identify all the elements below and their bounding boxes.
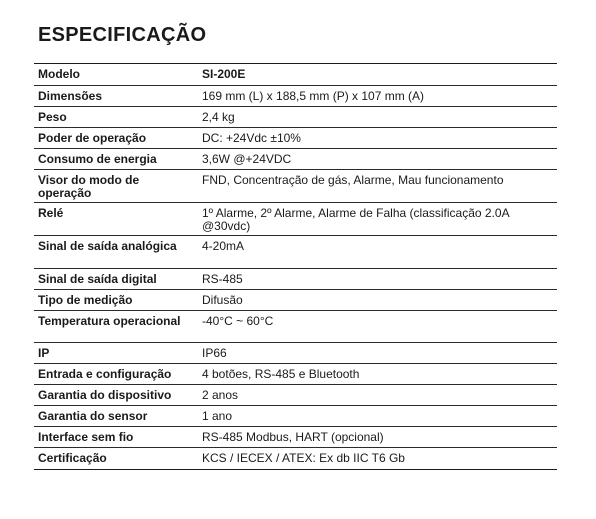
row-value: 3,6W @+24VDC	[196, 149, 557, 170]
row-value: -40°C ~ 60°C	[196, 311, 557, 343]
table-row	[34, 311, 557, 343]
row-label: Certificação	[34, 448, 196, 470]
row-label: Tipo de medição	[34, 290, 196, 311]
row-value: Difusão	[196, 290, 557, 311]
row-label: Dimensões	[34, 86, 196, 107]
table-row	[34, 149, 557, 170]
row-value: 1 ano	[196, 406, 557, 427]
row-value: 169 mm (L) x 188,5 mm (P) x 107 mm (A)	[196, 86, 557, 107]
table-row	[34, 107, 557, 128]
row-label: Modelo	[34, 64, 196, 86]
row-label: Relé	[34, 203, 196, 236]
row-value: RS-485	[196, 269, 557, 290]
row-value: DC: +24Vdc ±10%	[196, 128, 557, 149]
table-row	[34, 128, 557, 149]
row-label: Sinal de saída analógica	[34, 236, 196, 269]
table-row	[34, 343, 557, 364]
page-title: ESPECIFICAÇÃO	[38, 24, 207, 46]
row-value: 4 botões, RS-485 e Bluetooth	[196, 364, 557, 385]
table-row	[34, 290, 557, 311]
row-value: SI-200E	[196, 64, 557, 86]
row-label: Temperatura operacional	[34, 311, 196, 343]
table-row	[34, 448, 557, 470]
row-label: IP	[34, 343, 196, 364]
row-value: 1º Alarme, 2º Alarme, Alarme de Falha (classificação 2.0A @30vdc)	[196, 203, 557, 236]
row-label: Garantia do sensor	[34, 406, 196, 427]
row-value: KCS / IECEX / ATEX: Ex db IIC T6 Gb	[196, 448, 557, 470]
table-row	[34, 86, 557, 107]
row-label: Consumo de energia	[34, 149, 196, 170]
table-row	[34, 170, 557, 203]
row-label: Poder de operação	[34, 128, 196, 149]
row-value: 4-20mA	[196, 236, 557, 269]
table-row	[34, 385, 557, 406]
table-row	[34, 64, 557, 86]
table-row	[34, 203, 557, 236]
row-value: 2,4 kg	[196, 107, 557, 128]
row-value: IP66	[196, 343, 557, 364]
row-label: Visor do modo de operação	[34, 170, 196, 203]
row-label: Peso	[34, 107, 196, 128]
row-label: Entrada e configuração	[34, 364, 196, 385]
table-row	[34, 364, 557, 385]
table-row	[34, 236, 557, 269]
row-value: FND, Concentração de gás, Alarme, Mau funcionamento	[196, 170, 557, 203]
row-value: 2 anos	[196, 385, 557, 406]
row-label: Garantia do dispositivo	[34, 385, 196, 406]
spec-table	[34, 63, 557, 470]
row-value: RS-485 Modbus, HART (opcional)	[196, 427, 557, 448]
row-label: Interface sem fio	[34, 427, 196, 448]
table-row	[34, 269, 557, 290]
table-row	[34, 406, 557, 427]
table-row	[34, 427, 557, 448]
row-label: Sinal de saída digital	[34, 269, 196, 290]
